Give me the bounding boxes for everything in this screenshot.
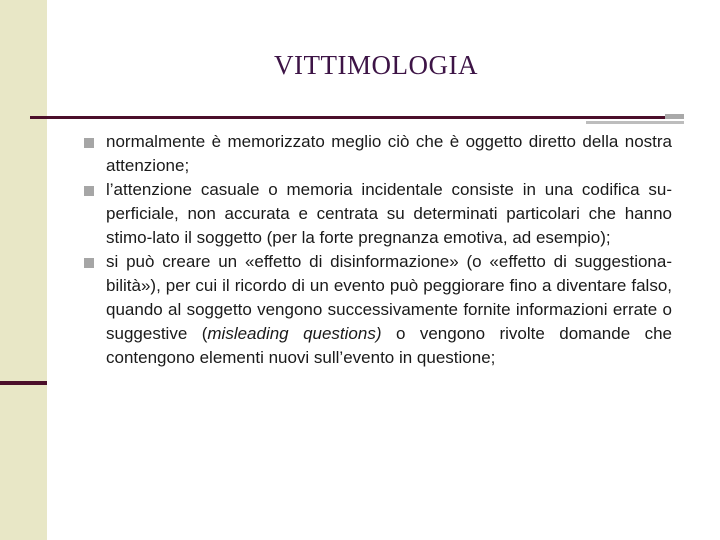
square-bullet-icon: [84, 258, 94, 268]
bullet-text-italic-segment: misleading questions): [207, 324, 382, 343]
bullet-text-segment: si può creare un «effetto di disinformazione» (o «effetto di suggestiona-bilità»), per cui il ricordo di un evento può peggiorare fino a diventare falso, quando al soggetto vengono successivamente fornite informazioni errate o suggestive (: [106, 252, 672, 343]
bullet-list: [84, 130, 672, 370]
title-underline: [30, 116, 665, 119]
bullet-text: [106, 252, 672, 367]
bullet-text: [106, 180, 672, 247]
bullet-item: [84, 130, 672, 178]
bullet-text-segment: l’attenzione casuale o memoria incidentale consiste in una codifica su-perficiale, non accurata e centrata su determinati particolari che hanno stimo-lato il soggetto (per la forte pregnanza emotiva, ad esempio);: [106, 180, 672, 247]
bullet-item: [84, 178, 672, 250]
square-bullet-icon: [84, 186, 94, 196]
square-bullet-icon: [84, 138, 94, 148]
bullet-item: [84, 250, 672, 370]
title-underline-shadow: [586, 121, 684, 124]
bullet-text-segment: o vengono rivolte domande che contengono elementi nuovi sull’evento in questione;: [106, 324, 672, 367]
side-band: [0, 0, 47, 540]
slide-title: VITTIMOLOGIA: [274, 50, 478, 80]
bullet-text-segment: normalmente è memorizzato meglio ciò che è oggetto diretto della nostra attenzione;: [106, 132, 672, 175]
title-underline-accent: [665, 114, 684, 119]
side-divider: [0, 381, 47, 385]
bullet-text: [106, 132, 672, 175]
